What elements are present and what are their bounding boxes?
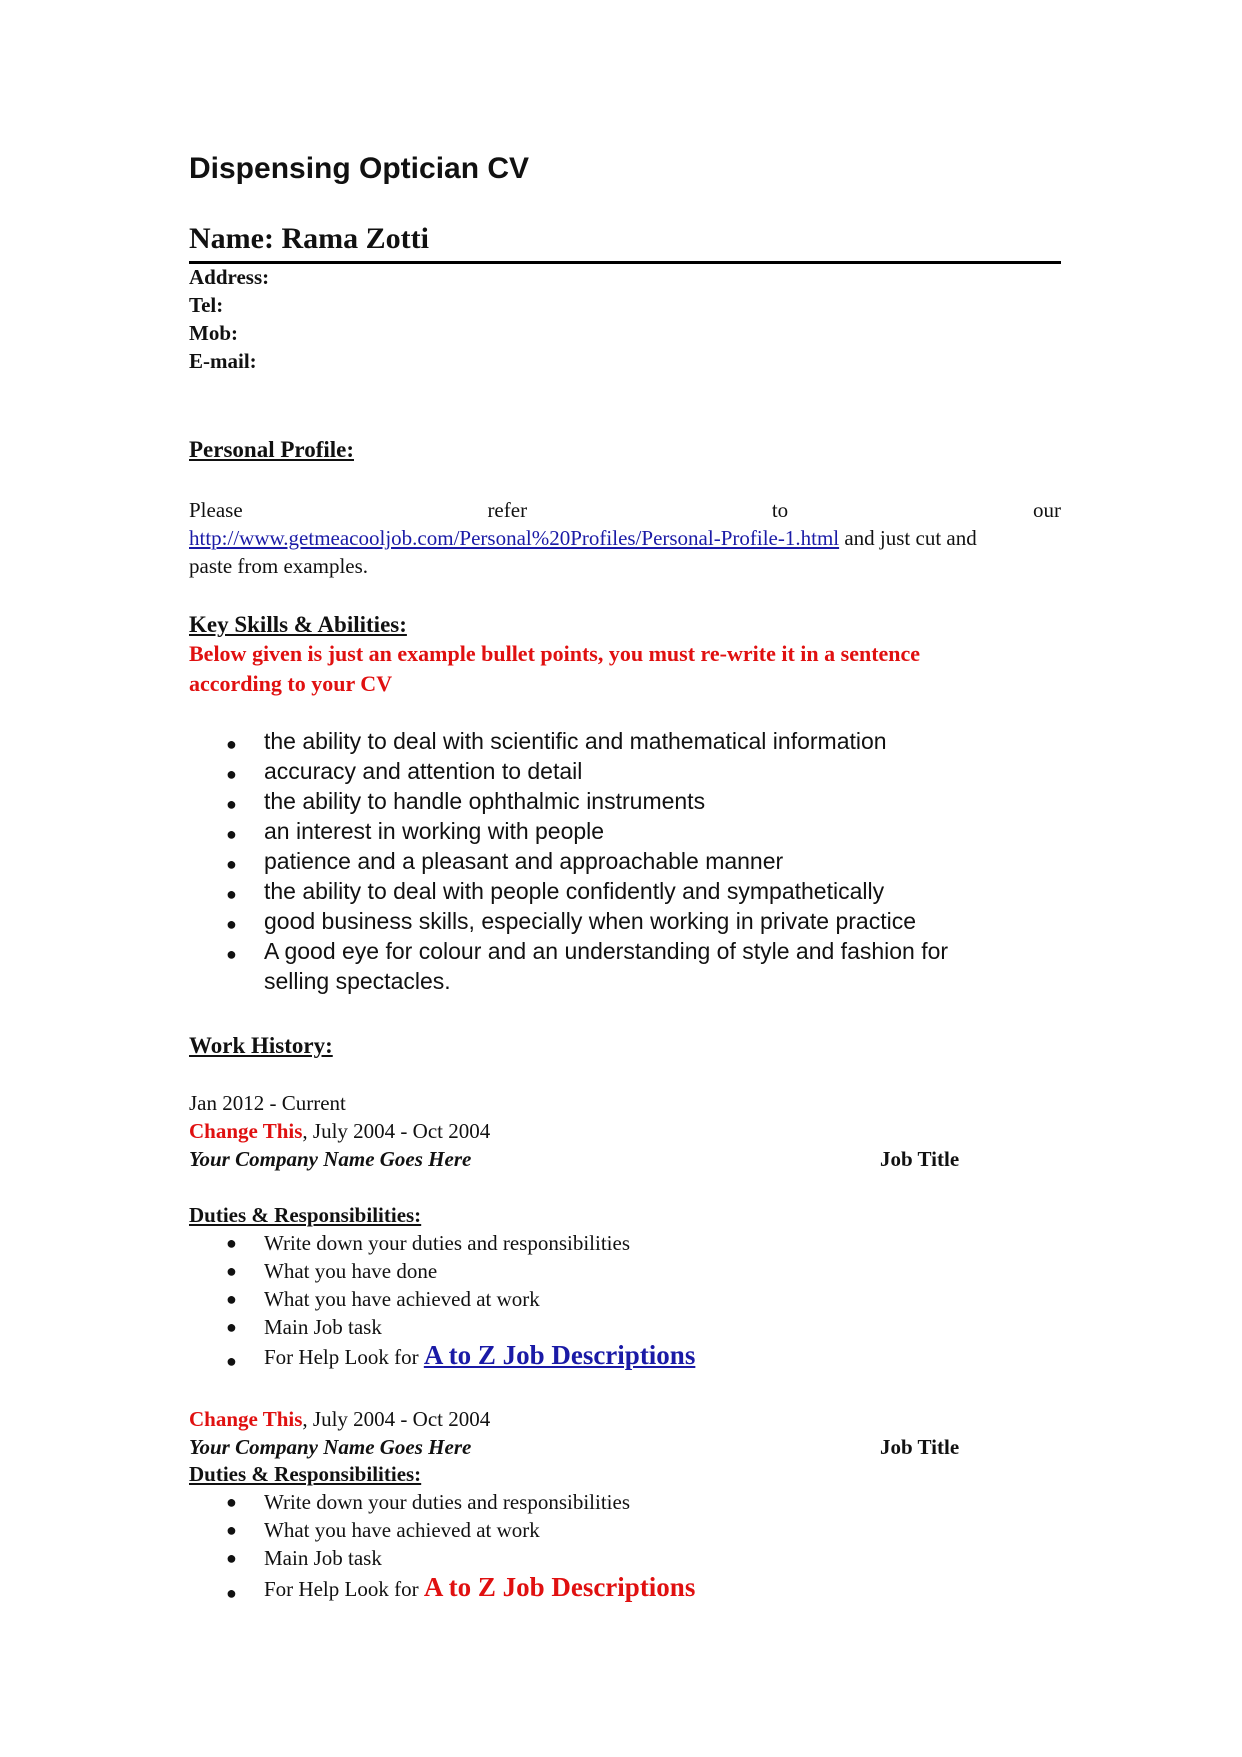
duty-item: Write down your duties and responsibilities [264, 1231, 631, 1255]
profile-line-2 [189, 526, 977, 551]
example-warning-line-2: according to your CV [189, 671, 393, 696]
bullet: ● [226, 824, 237, 844]
duty-item: What you have achieved at work [264, 1518, 540, 1542]
change-this-label: Change This [189, 1119, 303, 1143]
bullet: ● [226, 734, 237, 754]
job-2-company: Your Company Name Goes Here [189, 1435, 472, 1459]
skill-item: patience and a pleasant and approachable manner [264, 848, 784, 874]
help-prefix: For Help Look for [264, 1345, 424, 1369]
bullet: ● [226, 884, 237, 904]
a-to-z-job-descriptions-text: A to Z Job Descriptions [423, 1572, 696, 1602]
skill-item: the ability to handle ophthalmic instruments [264, 788, 706, 814]
profile-word: refer [487, 498, 528, 522]
profile-line-1 [189, 498, 1061, 523]
period-current: Jan 2012 - Current [189, 1091, 346, 1115]
profile-word: our [1032, 498, 1061, 522]
help-line [264, 1340, 695, 1371]
skill-item: selling spectacles. [264, 968, 451, 994]
duty-item: Write down your duties and responsibilities [264, 1490, 631, 1514]
bullet: ● [226, 1261, 237, 1281]
bullet: ● [226, 1233, 237, 1253]
contact-address: Address: [189, 265, 270, 289]
bullet: ● [226, 1317, 237, 1337]
job-2-title: Job Title [880, 1435, 960, 1459]
profile-word: to [771, 498, 789, 522]
bullet: ● [226, 854, 237, 874]
job-1-date-line [189, 1119, 490, 1144]
name-underline-rule [189, 261, 1061, 264]
job-1-company: Your Company Name Goes Here [189, 1147, 472, 1171]
bullet: ● [226, 1289, 237, 1309]
bullet: ● [226, 1548, 237, 1568]
help-prefix: For Help Look for [264, 1577, 424, 1601]
contact-email: E-mail: [189, 349, 257, 373]
a-to-z-job-descriptions-link[interactable]: A to Z Job Descriptions [423, 1340, 696, 1370]
profile-line-3: paste from examples. [189, 554, 369, 578]
job-dates: , July 2004 - Oct 2004 [302, 1407, 491, 1431]
job-dates: , July 2004 - Oct 2004 [302, 1119, 491, 1143]
bullet: ● [226, 1520, 237, 1540]
job-2-duties-heading: Duties & Responsibilities: [189, 1462, 422, 1486]
job-1-title: Job Title [880, 1147, 960, 1171]
bullet: ● [226, 944, 237, 964]
change-this-label: Change This [189, 1407, 303, 1431]
personal-profile-link[interactable]: http://www.getmeacooljob.com/Personal%20Profiles/Personal-Profile-1.html [189, 526, 840, 550]
skill-item: accuracy and attention to detail [264, 758, 583, 784]
contact-tel: Tel: [189, 293, 224, 317]
bullet: ● [226, 914, 237, 934]
skill-item: the ability to deal with people confidently and sympathetically [264, 878, 885, 904]
bullet: ● [226, 764, 237, 784]
skill-item: an interest in working with people [264, 818, 605, 844]
job-1-duties-heading: Duties & Responsibilities: [189, 1203, 422, 1227]
job-2-date-line [189, 1407, 490, 1432]
document-title: Dispensing Optician CV [189, 152, 530, 185]
skill-item: the ability to deal with scientific and mathematical information [264, 728, 887, 754]
example-warning-line-1: Below given is just an example bullet points, you must re-write it in a sentence [189, 641, 921, 666]
profile-word: Please [189, 498, 243, 522]
duty-item: Main Job task [264, 1315, 382, 1339]
help-line [264, 1572, 695, 1603]
profile-after-link: and just cut and [839, 526, 977, 550]
skill-item: A good eye for colour and an understanding of style and fashion for [264, 938, 949, 964]
bullet: ● [226, 1492, 237, 1512]
bullet: ● [226, 1583, 237, 1603]
key-skills-heading: Key Skills & Abilities: [189, 612, 407, 637]
work-history-heading: Work History: [189, 1033, 333, 1058]
duty-item: What you have achieved at work [264, 1287, 540, 1311]
duty-item: Main Job task [264, 1546, 382, 1570]
personal-profile-heading: Personal Profile: [189, 437, 354, 462]
skill-item: good business skills, especially when working in private practice [264, 908, 916, 934]
bullet: ● [226, 794, 237, 814]
name-line: Name: Rama Zotti [189, 222, 429, 255]
contact-mob: Mob: [189, 321, 238, 345]
bullet: ● [226, 1351, 237, 1371]
duty-item: What you have done [264, 1259, 438, 1283]
